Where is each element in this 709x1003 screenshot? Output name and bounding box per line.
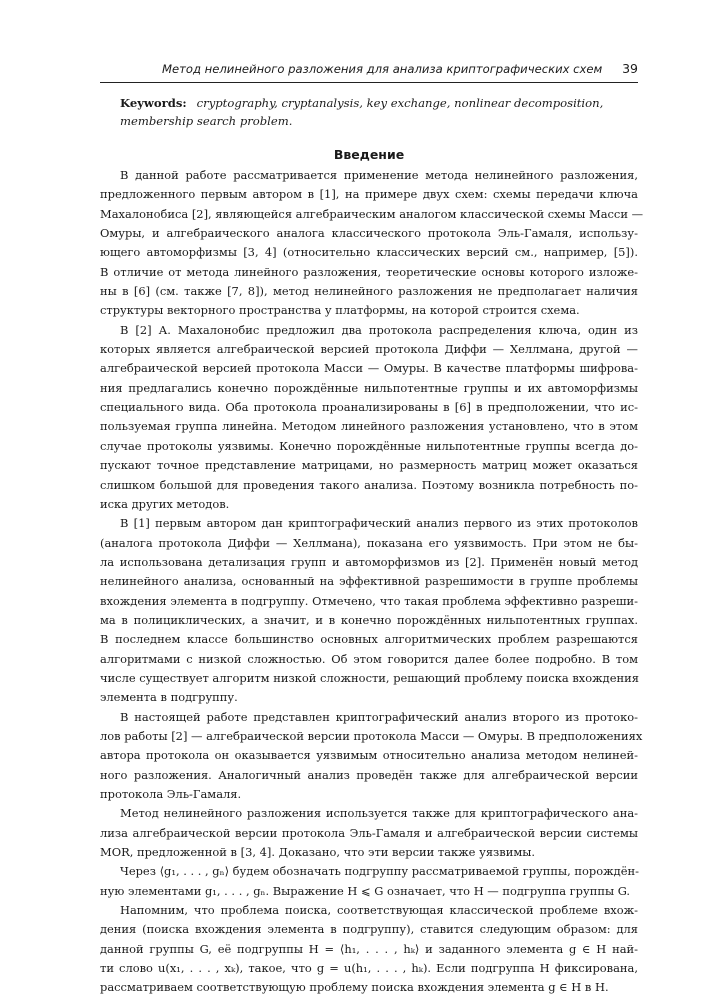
running-title: Метод нелинейного разложения для анализа криптографических схем <box>162 62 603 76</box>
text-line: Метод нелинейного разложения используется также для криптографического ана- <box>120 806 638 821</box>
text-line: вхождения элемента в подгруппу. Отмечено, что такая проблема эффективно разреши- <box>100 593 638 608</box>
text-line: структуры векторного пространства у платформы, на которой строится схема. <box>100 303 580 318</box>
text-line: пользуемая группа линейна. Методом линейного разложения установлено, что в этом <box>100 419 638 434</box>
text-line: В [2] А. Махалонобис предложил два протокола распределения ключа, один из <box>120 322 638 337</box>
running-header <box>100 62 638 83</box>
text-line: лов работы [2] — алгебраической версии протокола Масси — Омуры. В предположениях <box>100 728 643 743</box>
text-line: ющего автоморфизмы [3, 4] (относительно классических версий см., например, [5]). <box>100 245 638 260</box>
text-line: случае протоколы уязвимы. Конечно порождённые нильпотентные группы всегда до- <box>100 438 638 453</box>
text-line: автора протокола он оказывается уязвимым относительно анализа методом нелиней- <box>100 748 638 763</box>
text-line: ного разложения. Аналогичный анализ проведён также для алгебраической версии <box>100 767 638 782</box>
text-line: элемента в подгруппу. <box>100 690 238 705</box>
text-line: В последнем классе большинство основных алгоритмических проблем разрешаются <box>100 632 638 647</box>
text-line: слишком большой для проведения такого анализа. Поэтому возникла потребность по- <box>100 477 638 492</box>
text-line: протокола Эль-Гамаля. <box>100 787 242 801</box>
text-line: рассматриваем соответствующую проблему поиска вхождения элемента g ∈ H в H. <box>100 980 609 995</box>
text-line: ны в [6] (см. также [7, 8]), метод нелинейного разложения не предполагает наличия <box>100 284 638 299</box>
text-line: Напомним, что проблема поиска, соответствующая классической проблеме вхож- <box>120 903 638 918</box>
keywords-text-line2: membership search problem. <box>120 114 293 128</box>
text-line: специального вида. Оба протокола проанализированы в [6] в предположении, что ис- <box>100 400 638 415</box>
keywords-label: Keywords: <box>120 96 187 110</box>
text-line: ти слово u(x₁, . . . , xₖ), такое, что g = u(h₁, . . . , hₖ). Если подгруппа H фиксирована, <box>100 961 638 976</box>
text-line: Омуры, и алгебраического аналога классического протокола Эль-Гамаля, использу- <box>100 226 638 241</box>
text-line: лиза алгебраической версии протокола Эль-Гамаля и алгебраической версии системы <box>100 825 638 840</box>
text-line: нелинейного анализа, основанный на эффективной разрешимости в группе проблемы <box>100 574 638 589</box>
text-line: ную элементами g₁, . . . , gₙ. Выражение H ⩽ G означает, что H — подгруппа группы G. <box>100 883 631 898</box>
text-line: ния предлагались конечно порождённые нильпотентные группы и их автоморфизмы <box>100 380 638 395</box>
text-line: В отличие от метода линейного разложения, теоретические основы которого изложе- <box>100 264 638 279</box>
text-line: ма в полициклических, а значит, и в конечно порождённых нильпотентных группах. <box>100 612 638 627</box>
text-line: данной группы G, её подгруппы H = ⟨h₁, . . . , hₖ⟩ и заданного элемента g ∈ H най- <box>100 941 638 956</box>
page-number: 39 <box>622 61 638 76</box>
text-line: (аналога протокола Диффи — Хеллмана), показана его уязвимость. При этом не бы- <box>100 535 638 550</box>
text-line: В настоящей работе представлен криптографический анализ второго из протоко- <box>120 709 638 724</box>
text-line: В данной работе рассматривается применение метода нелинейного разложения, <box>120 168 638 182</box>
text-line: Через ⟨g₁, . . . , gₙ⟩ будем обозначать подгруппу рассматриваемой группы, порождён- <box>120 864 639 879</box>
section-title: Введение <box>333 147 405 162</box>
text-line: дения (поиска вхождения элемента в подгруппу), ставится следующим образом: для <box>100 922 638 937</box>
text-line: алгоритмами с низкой сложностью. Об этом говорится далее более подробно. В том <box>100 651 638 666</box>
text-line: иска других методов. <box>100 496 230 511</box>
text-line: предложенного первым автором в [1], на примере двух схем: схемы передачи ключа <box>100 187 638 202</box>
keywords-block <box>120 94 620 130</box>
text-line: ла использована детализация групп и автоморфизмов из [2]. Применён новый метод <box>100 554 638 569</box>
text-line: которых является алгебраической версией протокола Диффи — Хеллмана, другой — <box>100 342 638 357</box>
text-line: Махалонобиса [2], являющейся алгебраическим аналогом классической схемы Масси — <box>100 206 644 221</box>
text-line: пускают точное представление матрицами, но размерность матриц может оказаться <box>100 458 638 473</box>
text-line: числе существует алгоритм низкой сложности, решающий проблему поиска вхождения <box>100 670 639 685</box>
text-line: В [1] первым автором дан криптографический анализ первого из этих протоколов <box>120 516 638 531</box>
body-text <box>100 166 644 998</box>
keywords-text-line1: cryptography, cryptanalysis, key exchange, nonlinear decomposition, <box>196 96 604 110</box>
text-line: MOR, предложенной в [3, 4]. Доказано, что эти версии также уязвимы. <box>100 845 535 860</box>
text-line: алгебраической версией протокола Масси — Омуры. В качестве платформы шифрова- <box>100 361 638 376</box>
